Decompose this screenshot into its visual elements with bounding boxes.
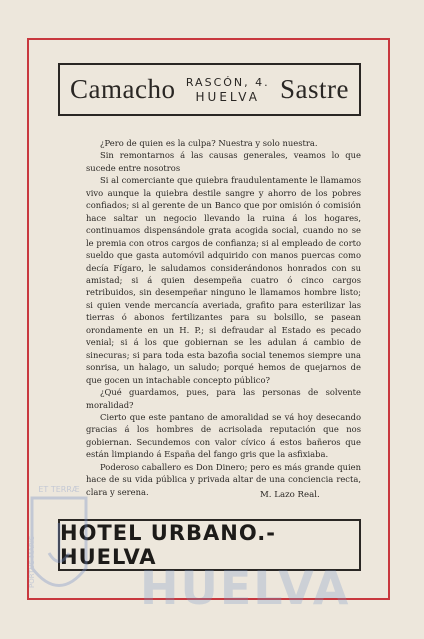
hotel-ad-text: HOTEL URBANO.-HUELVA xyxy=(60,521,276,569)
paragraph: Poderoso caballero es Don Dinero; pero es más grande quien hace de su vida pública y privada altar de una conciencia recta, clara y serena. xyxy=(86,461,361,497)
archive-seal-watermark xyxy=(24,478,94,608)
article-body xyxy=(86,137,361,498)
seal-text-top: ET TERRÆ xyxy=(38,485,80,494)
ad-address-city: HUELVA xyxy=(195,89,260,104)
archive-watermark: HUELVA xyxy=(140,561,351,615)
paragraph: ¿Pero de quien es la culpa? Nuestra y solo nuestra. xyxy=(100,138,318,148)
paragraph: ¿Qué guardamos, pues, para las personas de solvente moralidad? xyxy=(86,387,361,410)
ad-address-street: RASCÓN, 4. xyxy=(185,75,270,89)
tailor-advertisement xyxy=(58,63,361,116)
ad-name-left: Camacho xyxy=(70,74,176,104)
paragraph: Cierto que este pantano de amoralidad se vá hoy desecando gracias á los hombres de acrisolada reputación que nos gobiernan. Secundemos con valor cívico á estos bañeros que están limpiando á España del fango gris que la asfixiaba. xyxy=(86,411,361,460)
ad-name-right: Sastre xyxy=(280,74,349,104)
paragraph: Si al comerciante que quiebra fraudulentamente le llamamos vivo aunque la quiebra destile sangre y ahorro de los pobres confiados; si al gerente de un Banco que por omisión ó comisión hace saltar un negocio llevando la ruina á los hogares, continuamos dispensándole grata acogida social, cuando no se le premia con otros cargos de confianza; si al empleado de corto sueldo que gasta automóvil adquirido con manos puercas como decía Fígaro, le saludamos considerándonos honrados con su amistad; si á quien desempeña cuatro ó cinco cargos retribuidos, sin desempeñar ninguno le llamamos hombre listo; si quien vende mercancía averiada, grafito para esterilizar las tierras ó abonos fertilizantes para su bolsillo, se pasean orondamente en un H. P.; si defraudar al Estado es pecado venial; si á los que gobiernan se les adulan á cambio de sinecuras; si para toda esta bazofia social tenemos siempre una sonrisa, un halago, un saludo; porqué hemos de quejarnos de que gocen un intachable concepto público? xyxy=(86,175,361,385)
paragraph: Sin remontarnos á las causas generales, veamos lo que sucede entre nosotros xyxy=(86,150,361,173)
ad-address xyxy=(186,75,270,105)
seal-text-side: PORTUS MARIS xyxy=(28,535,36,588)
author-signature: M. Lazo Real. xyxy=(260,490,320,500)
